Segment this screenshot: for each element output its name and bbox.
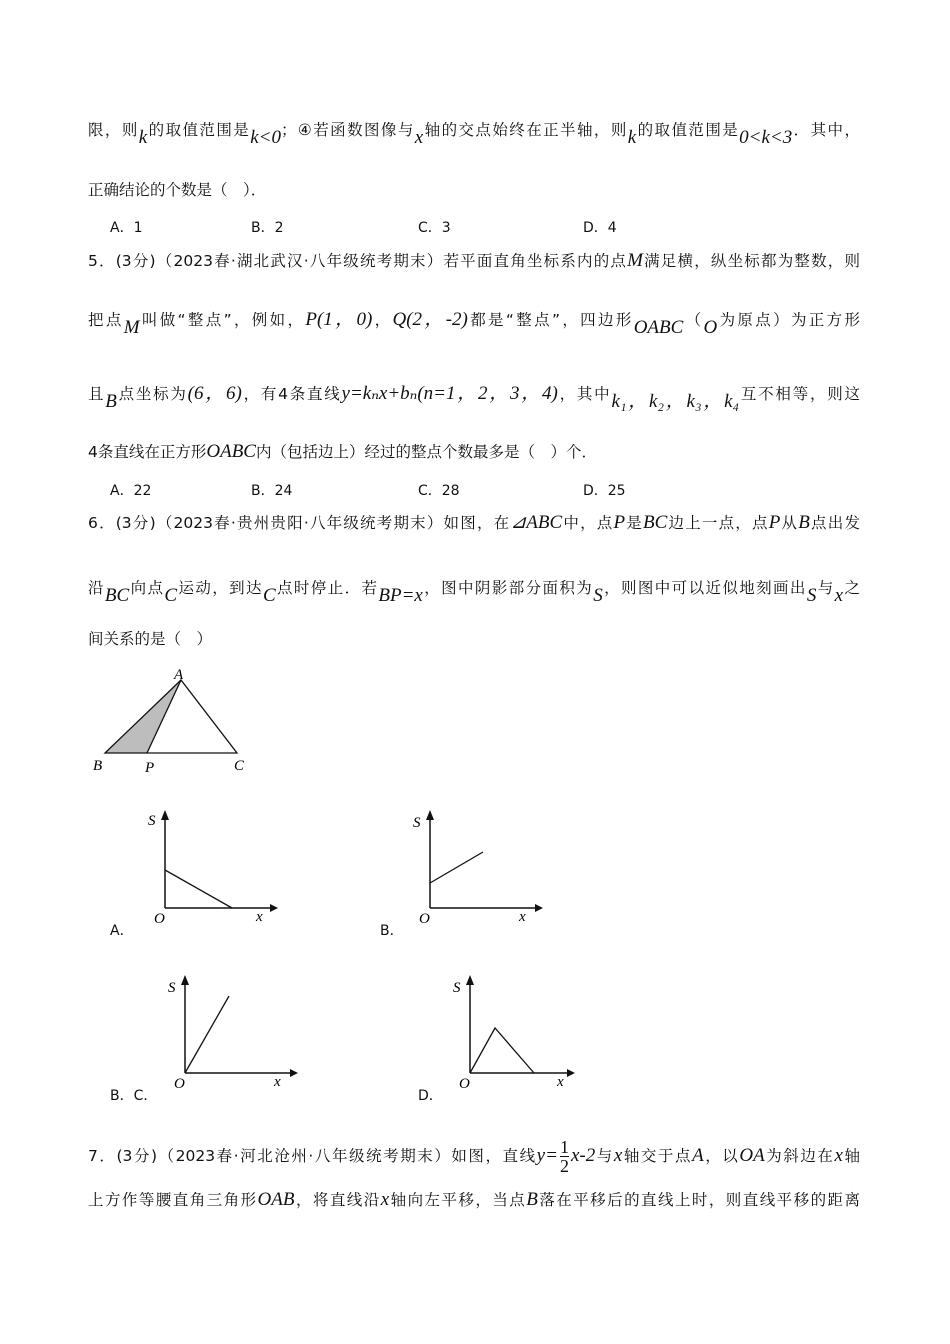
label-b: B xyxy=(93,758,103,774)
text-segment: 的取值范围是 xyxy=(147,121,251,139)
math-expression: P xyxy=(613,512,626,533)
triangle-abc-figure xyxy=(85,665,255,780)
x-arrow-icon xyxy=(270,904,278,912)
label-a: A xyxy=(174,667,184,683)
math-expression: P xyxy=(768,512,781,533)
text-segment: ，将直线沿 xyxy=(294,1191,381,1209)
graph-option-b[interactable]: B． xyxy=(380,923,404,939)
math-expression: k xyxy=(138,127,148,148)
graph-c xyxy=(160,970,300,1095)
text-segment: 叫做“整点”，例如， xyxy=(139,311,306,329)
text-segment: ，则图中可以近似地刻画出 xyxy=(602,579,807,597)
q6-text-line-3 xyxy=(88,627,212,651)
q4-text-line-2 xyxy=(88,178,266,202)
text-segment: （ xyxy=(683,311,704,329)
y-arrow-icon xyxy=(181,975,189,985)
math-expression: x xyxy=(834,585,844,606)
text-segment: 5．(3分)（2023春·湖北武汉·八年级统考期末）若平面直角坐标系内的点 xyxy=(88,252,628,270)
label-p: P xyxy=(145,760,155,776)
text-segment: ，有4条直线 xyxy=(241,385,342,403)
label-c: C xyxy=(234,758,245,774)
axis-label-x: x xyxy=(557,1074,564,1090)
math-expression: O xyxy=(703,317,718,338)
math-expression: OABC xyxy=(633,317,684,338)
text-segment: 点坐标为 xyxy=(116,385,188,403)
math-expression: Q(2，-2) xyxy=(392,309,468,330)
axis-label-o: O xyxy=(174,1076,185,1092)
math-expression: x xyxy=(414,127,424,148)
text-segment: 4条直线在正方形 xyxy=(88,443,207,461)
axis-label-s: S xyxy=(148,813,156,829)
axis-label-s: S xyxy=(168,980,176,996)
math-expression: y= xyxy=(536,1145,558,1166)
q7-text-line-1 xyxy=(88,1138,860,1175)
q5-text-line-2 xyxy=(88,308,860,338)
q4-option-b[interactable]: B．2 xyxy=(251,220,284,236)
axis-label-o: O xyxy=(459,1076,470,1092)
text-segment: 互不相等，则这 xyxy=(739,385,860,403)
text-segment: 轴的交点始终在正半轴，则 xyxy=(423,121,628,139)
text-segment: 的取值范围是 xyxy=(636,121,740,139)
text-segment: 间关系的是（ ） xyxy=(88,630,213,648)
x-arrow-icon xyxy=(567,1069,575,1077)
text-segment: 且 xyxy=(88,385,106,403)
graph-line xyxy=(185,996,229,1073)
math-expression: B xyxy=(105,391,117,412)
q5-text-line-4 xyxy=(88,440,597,464)
math-expression: M xyxy=(627,250,643,271)
text-segment: 为斜边在 xyxy=(764,1147,835,1165)
graph-option-c[interactable]: B．C． xyxy=(110,1088,158,1104)
text-segment: 中，点 xyxy=(562,514,614,532)
x-arrow-icon xyxy=(290,1069,298,1077)
q4-option-a[interactable]: A．1 xyxy=(110,220,143,236)
axis-label-x: x xyxy=(519,909,526,925)
q6-text-line-1 xyxy=(88,511,860,535)
text-segment: 与 xyxy=(816,579,835,597)
text-segment: 内（包括边上）经过的整点个数最多是（ ）个． xyxy=(255,443,597,461)
axis-label-s: S xyxy=(413,815,421,831)
q4-text-line-1 xyxy=(88,118,860,148)
text-segment: ， xyxy=(372,311,393,329)
math-expression: C xyxy=(262,585,276,606)
text-segment: 限，则 xyxy=(88,121,139,139)
graph-a xyxy=(140,805,280,930)
text-segment: 落在平移后的直线上时，则直线平移的距离 xyxy=(537,1191,860,1209)
text-segment: 满足横，纵坐标都为整数，则 xyxy=(642,252,860,270)
text-segment: 6．(3分)（2023春·贵州贵阳·八年级统考期末）如图，在 xyxy=(88,514,511,532)
math-expression: OAB xyxy=(257,1189,295,1210)
text-segment: 边上一点，点 xyxy=(667,514,769,532)
graph-line xyxy=(165,870,232,908)
q5-text-line-3 xyxy=(88,382,860,412)
math-expression: B xyxy=(798,512,810,533)
graph-option-a[interactable]: A． xyxy=(110,923,134,939)
math-expression: x xyxy=(613,1145,623,1166)
fraction-numerator: 1 xyxy=(559,1137,569,1157)
text-segment: 把点 xyxy=(88,311,124,329)
graph-b xyxy=(405,805,545,930)
text-segment: 轴向左平移，当点 xyxy=(389,1191,527,1209)
text-segment: 是 xyxy=(625,514,644,532)
y-arrow-icon xyxy=(466,975,474,985)
axis-label-x: x xyxy=(256,909,263,925)
math-expression: BC xyxy=(104,585,130,606)
text-segment: ，其中 xyxy=(557,385,612,403)
math-expression: 0<k<3 xyxy=(739,127,793,148)
text-segment: ；④若函数图像与 xyxy=(280,121,415,139)
q5-option-d[interactable]: D．25 xyxy=(583,483,626,499)
graph-d xyxy=(445,970,585,1095)
math-expression: P(1，0) xyxy=(305,309,373,330)
text-segment: 与 xyxy=(595,1147,614,1165)
math-expression: OA xyxy=(739,1145,765,1166)
text-segment: 点时停止．若 xyxy=(275,579,379,597)
text-segment: 运动，到达 xyxy=(177,579,263,597)
q4-option-d[interactable]: D．4 xyxy=(583,220,617,236)
q5-option-c[interactable]: C．28 xyxy=(418,483,460,499)
axis-label-o: O xyxy=(154,911,165,927)
axis-label-o: O xyxy=(419,911,430,927)
math-expression: BC xyxy=(643,512,668,533)
math-expression: OABC xyxy=(206,441,256,462)
text-segment: 都是“整点”，四边形 xyxy=(467,311,634,329)
text-segment: 点出发 xyxy=(809,514,860,532)
text-segment: ．其中， xyxy=(792,121,860,139)
q5-text-line-1 xyxy=(88,249,860,273)
fraction xyxy=(560,1138,569,1175)
math-expression: k₁，k₂，k₃，k₄ xyxy=(611,391,740,412)
text-segment: 上方作等腰直角三角形 xyxy=(88,1191,258,1209)
math-expression: x-2 xyxy=(570,1145,596,1166)
q4-option-c[interactable]: C．3 xyxy=(418,220,451,236)
graph-line xyxy=(430,852,483,883)
text-segment: 之 xyxy=(843,579,860,597)
text-segment: ，图中阴影部分面积为 xyxy=(422,579,594,597)
math-expression: BP=x xyxy=(378,585,423,606)
axis-label-x: x xyxy=(274,1074,281,1090)
math-expression: ⊿ABC xyxy=(510,512,563,533)
math-expression: x xyxy=(834,1145,843,1166)
math-expression: k xyxy=(627,127,637,148)
math-expression: y=kₙx+bₙ(n=1，2，3，4) xyxy=(341,383,558,404)
graph-line xyxy=(470,1028,534,1073)
fraction-denominator: 2 xyxy=(559,1156,569,1176)
y-arrow-icon xyxy=(161,810,169,820)
math-expression: (6，6) xyxy=(187,383,242,404)
q7-text-line-2 xyxy=(88,1188,860,1212)
math-expression: A xyxy=(692,1145,704,1166)
q5-option-b[interactable]: B．24 xyxy=(251,483,293,499)
text-segment: 向点 xyxy=(129,579,165,597)
y-arrow-icon xyxy=(426,810,434,820)
x-arrow-icon xyxy=(535,904,543,912)
math-expression: B xyxy=(526,1189,538,1210)
graph-option-d[interactable]: D． xyxy=(418,1088,443,1104)
text-segment: 从 xyxy=(780,514,799,532)
math-expression: x xyxy=(380,1189,390,1210)
text-segment: 7．(3分)（2023春·河北沧州·八年级统考期末）如图，直线 xyxy=(88,1147,537,1165)
text-segment: 为原点）为正方形 xyxy=(717,311,860,329)
text-segment: 轴交于点 xyxy=(622,1147,693,1165)
math-expression: S xyxy=(806,585,817,606)
text-segment: 轴 xyxy=(842,1147,860,1165)
text-segment: ，以 xyxy=(703,1147,740,1165)
math-expression: C xyxy=(164,585,178,606)
text-segment: 沿 xyxy=(88,579,105,597)
q6-text-line-2 xyxy=(88,576,860,606)
q5-option-a[interactable]: A．22 xyxy=(110,483,152,499)
math-expression: S xyxy=(593,585,603,606)
text-segment: 正确结论的个数是（ ）． xyxy=(88,181,267,199)
math-expression: M xyxy=(123,317,140,338)
axis-label-s: S xyxy=(453,980,461,996)
math-expression: k<0 xyxy=(250,127,281,148)
